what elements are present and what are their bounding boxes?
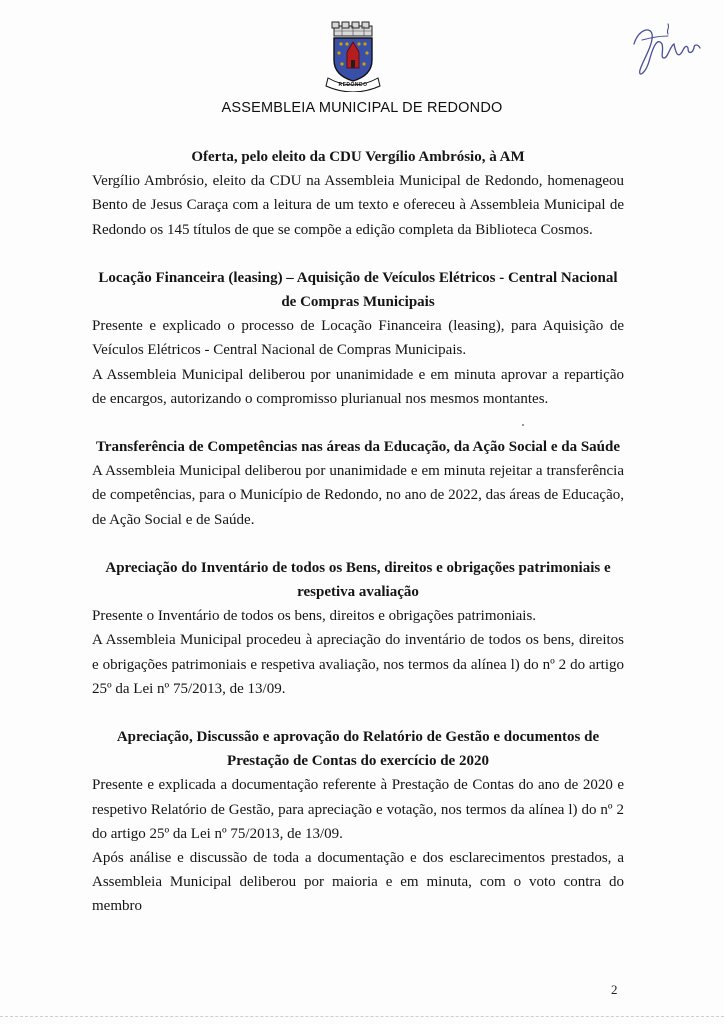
- section-title: Apreciação, Discussão e aprovação do Relatório de Gestão e documentos de Prestação de Contas do exercício de 2020: [116, 729, 600, 770]
- section-accounts: [92, 725, 624, 919]
- section-title: Apreciação do Inventário de todos os Bens, direitos e obrigações patrimoniais e respetiva avaliação: [105, 559, 611, 601]
- paragraph: A Assembleia Municipal procedeu à apreciação do inventário de todos os bens, direitos e obrigações patrimoniais e respetiva avaliação, nos termos da alínea l) do nº 2 do artigo 25º da Lei nº 75/2013, de 13/09.: [92, 632, 624, 697]
- paragraph: Vergílio Ambrósio, eleito da CDU na Assembleia Municipal de Redondo, homenageou Bento de Jesus Caraça com a leitura de um texto e ofereceu à Assembleia Municipal de Redondo os 145 títulos de que se compõe a edição completa da Biblioteca Cosmos.: [92, 173, 624, 238]
- paragraph: Presente e explicada a documentação referente à Prestação de Contas do ano de 2020 e respetivo Relatório de Gestão, para apreciação e votação, nos termos da alínea l) do nº 2 do artigo 25º da Lei nº 75/2013, de 13/09.: [92, 777, 624, 842]
- section-inventory: [92, 556, 624, 701]
- section-title: Oferta, pelo eleito da CDU Vergílio Ambrósio, à AM: [191, 149, 525, 165]
- paragraph: Presente o Inventário de todos os bens, direitos e obrigações patrimoniais.: [92, 608, 537, 625]
- paragraph: A Assembleia Municipal deliberou por unanimidade e em minuta aprovar a repartição de encargos, autorizando o compromisso plurianual nos mesmos montantes.: [92, 366, 624, 407]
- section-leasing: [92, 266, 624, 411]
- page-number: 2: [611, 982, 618, 997]
- section-title: Locação Financeira (leasing) – Aquisição de Veículos Elétricos - Central Nacional de Compras Municipais: [98, 269, 618, 311]
- section-offer: [92, 145, 624, 242]
- assembly-heading: ASSEMBLEIA MUNICIPAL DE REDONDO: [221, 100, 503, 116]
- scan-speck: [522, 424, 524, 426]
- section-competences: [92, 435, 624, 532]
- handwritten-signature-icon: [628, 14, 704, 80]
- paragraph: A Assembleia Municipal deliberou por unanimidade e em minuta rejeitar a transferência de competências, para o Município de Redondo, no ano de 2022, das áreas de Educação, de Ação Social e de Saúde.: [92, 463, 624, 528]
- paragraph: Presente e explicado o processo de Locação Financeira (leasing), para Aquisição de Veículos Elétricos - Central Nacional de Compras Municipais.: [92, 318, 624, 359]
- document-body: [92, 145, 624, 943]
- section-title: Transferência de Competências nas áreas da Educação, da Ação Social e da Saúde: [95, 439, 621, 456]
- page-edge-divider: [0, 1016, 724, 1017]
- crest-motto: REDONDO: [338, 82, 368, 88]
- paragraph: Após análise e discussão de toda a documentação e dos esclarecimentos prestados, a Assembleia Municipal deliberou por maioria e em minuta, com o voto contra do membro: [92, 850, 624, 915]
